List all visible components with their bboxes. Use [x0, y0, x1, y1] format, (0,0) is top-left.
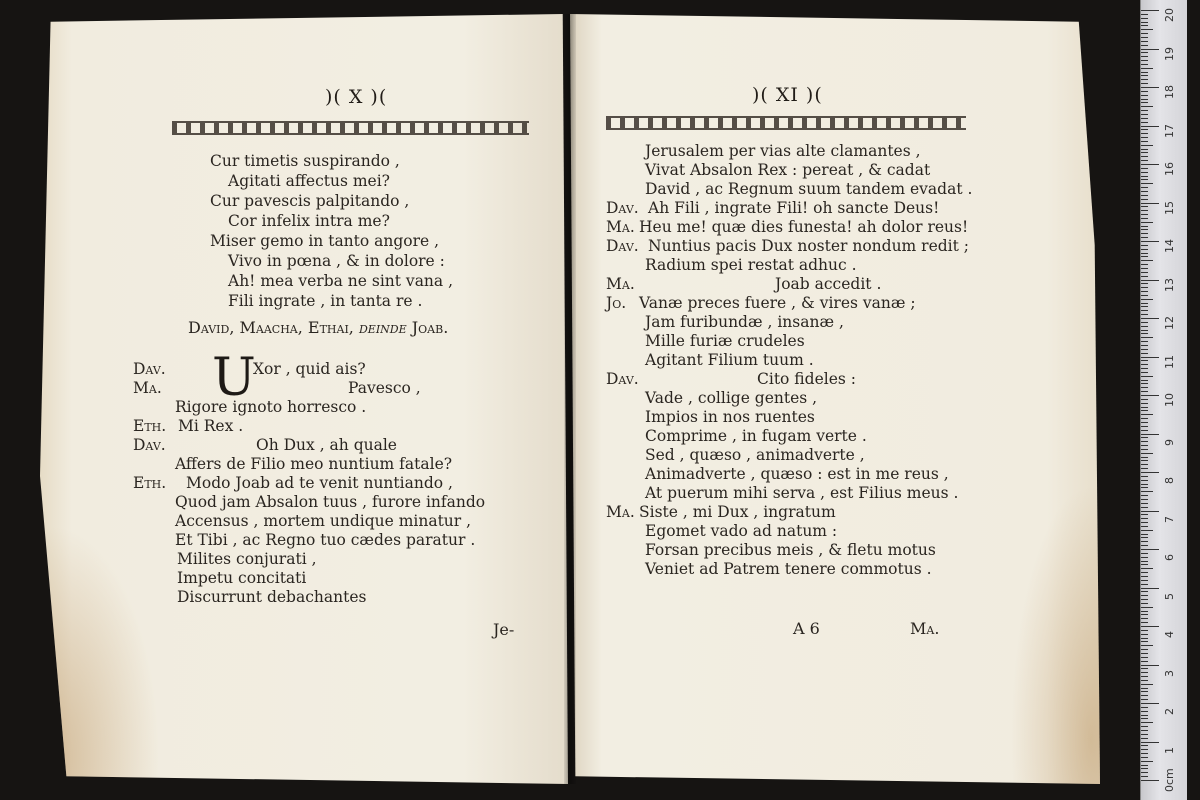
ruler-tick: [1141, 91, 1148, 92]
ruler-tick: [1141, 457, 1148, 458]
ruler-tick: [1141, 537, 1148, 538]
ruler-tick: [1141, 734, 1148, 735]
ruler-tick: [1141, 634, 1148, 635]
ruler-tick: [1141, 191, 1148, 192]
ruler-tick: [1141, 484, 1148, 485]
ruler-tick: [1141, 745, 1148, 746]
ruler-tick: [1141, 514, 1148, 515]
ruler-tick: [1141, 326, 1148, 327]
ruler-tick: [1141, 765, 1148, 766]
verse-line: Miser gemo in tanto angore ,: [210, 232, 440, 250]
dialogue-line: Modo Joab ad te venit nuntiando ,: [186, 474, 453, 492]
dialogue-line: Comprime , in fugam verte .: [645, 427, 867, 445]
ruler-tick: [1141, 772, 1148, 773]
ruler-tick: [1141, 229, 1148, 230]
ruler-label: 12: [1163, 316, 1176, 330]
ruler-tick: [1141, 222, 1153, 223]
ruler-tick: [1141, 10, 1159, 11]
ruler-tick: [1141, 353, 1148, 354]
ruler-tick: [1141, 183, 1153, 184]
ruler-tick: [1141, 676, 1148, 677]
ruler-tick: [1141, 395, 1159, 396]
ruler-tick: [1141, 95, 1148, 96]
ruler-tick: [1141, 114, 1148, 115]
ruler-tick: [1141, 518, 1148, 519]
dialogue-line: Nuntius pacis Dux noster nondum redit ;: [648, 237, 970, 255]
dialogue-line: Forsan precibus meis , & fletu motus: [645, 541, 936, 559]
ruler-label: 9: [1163, 438, 1176, 446]
ruler-tick: [1141, 260, 1153, 261]
ruler-tick: [1141, 591, 1148, 592]
ruler-tick: [1141, 199, 1148, 200]
ruler-tick: [1141, 688, 1148, 689]
dialogue-line: Agitant Filium tuum .: [645, 351, 814, 369]
dialogue-line: Affers de Filio meo nuntium fatale?: [175, 455, 453, 473]
ruler-label: 15: [1163, 200, 1176, 215]
ruler-tick: [1141, 614, 1148, 615]
ruler-tick: [1141, 83, 1148, 84]
ruler-tick: [1141, 349, 1148, 350]
ruler-tick: [1141, 99, 1148, 100]
ruler-tick: [1141, 530, 1153, 531]
ruler-tick: [1141, 499, 1148, 500]
ruler-tick: [1141, 472, 1159, 473]
dialogue-line: Radium spei restat adhuc .: [645, 256, 857, 274]
age-stain: [40, 524, 160, 784]
ruler-tick: [1141, 129, 1148, 130]
ruler-tick: [1141, 18, 1148, 19]
ruler-tick: [1141, 645, 1153, 646]
ruler-tick: [1141, 507, 1148, 508]
ruler-tick: [1141, 468, 1148, 469]
ruler-tick: [1141, 149, 1148, 150]
ruler-tick: [1141, 449, 1148, 450]
ruler-tick: [1141, 310, 1148, 311]
ruler-tick: [1141, 718, 1148, 719]
ruler-tick: [1141, 360, 1148, 361]
verse-line: Cur pavescis palpitando ,: [210, 192, 410, 210]
ruler-tick: [1141, 372, 1148, 373]
dialogue-line: Et Tibi , ac Regno tuo cædes paratur .: [175, 531, 476, 549]
dialogue-line: Jerusalem per vias alte clamantes ,: [645, 142, 921, 160]
scene-heading-end: Joab.: [411, 318, 449, 337]
ruler-tick: [1141, 272, 1148, 273]
ruler-label: 20: [1163, 8, 1176, 22]
ruler-label: 18: [1163, 85, 1176, 99]
ruler-tick: [1141, 665, 1159, 666]
ruler-tick: [1141, 668, 1148, 669]
ruler-tick: [1141, 707, 1148, 708]
ruler-tick: [1141, 603, 1148, 604]
ruler-tick: [1141, 337, 1153, 338]
ruler-tick: [1141, 580, 1148, 581]
ruler-tick: [1141, 410, 1148, 411]
ruler-tick: [1141, 753, 1148, 754]
ruler-tick: [1141, 295, 1148, 296]
ruler-tick: [1141, 160, 1148, 161]
ruler-tick: [1141, 110, 1148, 111]
ruler-tick: [1141, 626, 1159, 627]
ruler-tick: [1141, 695, 1148, 696]
scene-heading: [188, 318, 448, 337]
ruler-tick: [1141, 102, 1148, 103]
dialogue-line: Vade , collige gentes ,: [645, 389, 818, 407]
ruler-tick: [1141, 187, 1148, 188]
ruler-tick: [1141, 661, 1148, 662]
speaker-name: Dav.: [133, 436, 166, 454]
ruler-tick: [1141, 333, 1148, 334]
ruler-tick: [1141, 29, 1153, 30]
dialogue-line: Cito fideles :: [757, 370, 856, 388]
dialogue-line: Discurrunt debachantes: [177, 588, 367, 606]
ruler-label: 16: [1163, 162, 1176, 176]
verse-line: Cor infelix intra me?: [228, 212, 390, 230]
ruler-tick: [1141, 314, 1148, 315]
ruler-label: 3: [1163, 669, 1176, 677]
ruler-tick: [1141, 691, 1148, 692]
dialogue-line: Impetu concitati: [177, 569, 307, 587]
dialogue-line: Animadverte , quæso : est in me reus ,: [645, 465, 949, 483]
ruler-tick: [1141, 22, 1148, 23]
ruler-tick: [1141, 56, 1148, 57]
ruler-tick: [1141, 584, 1148, 585]
dialogue-line: At puerum mihi serva , est Filius meus .: [645, 484, 959, 502]
ruler-tick: [1141, 172, 1148, 173]
verse-line: Vivo in pœna , & in dolore :: [228, 252, 445, 270]
ruler-tick: [1141, 618, 1148, 619]
speaker-name: Eth.: [133, 417, 167, 435]
ruler-label: 7: [1163, 515, 1176, 523]
ruler-label: 17: [1163, 123, 1176, 138]
dialogue-line: Vivat Absalon Rex : pereat , & cadat: [645, 161, 931, 179]
dialogue-line: Siste , mi Dux , ingratum: [639, 503, 836, 521]
ruler-tick: [1141, 599, 1148, 600]
book-gutter: [564, 14, 576, 784]
dialogue-line: Joab accedit .: [775, 275, 882, 293]
ruler-tick: [1141, 126, 1159, 127]
speaker-name: Dav.: [606, 199, 639, 217]
ruler-tick: [1141, 522, 1148, 523]
ruler-label: 8: [1163, 477, 1176, 484]
dialogue-line: Accensus , mortem undique minatur ,: [175, 512, 472, 530]
ruler-tick: [1141, 237, 1148, 238]
age-stain: [1010, 484, 1100, 784]
ruler-tick: [1141, 738, 1148, 739]
ruler-tick: [1141, 541, 1148, 542]
ruler-tick: [1141, 595, 1148, 596]
catchword-right: Ma.: [910, 619, 940, 638]
dialogue-line: Veniet ad Patrem tenere commotus .: [645, 560, 932, 578]
scene-heading-names: David, Maacha, Ethai,: [188, 318, 354, 337]
ruler-tick: [1141, 318, 1159, 319]
ruler-tick: [1141, 391, 1148, 392]
speaker-name: Ma.: [133, 379, 162, 397]
ruler-label: 14: [1163, 239, 1176, 253]
ruler-tick: [1141, 761, 1153, 762]
ruler-tick: [1141, 322, 1148, 323]
ruler-tick: [1141, 657, 1148, 658]
ruler-tick: [1141, 152, 1148, 153]
ruler-tick: [1141, 75, 1148, 76]
ruler-tick: [1141, 622, 1148, 623]
ruler-tick: [1141, 757, 1148, 758]
ruler-tick: [1141, 241, 1159, 242]
ruler-tick: [1141, 287, 1148, 288]
ruler-tick: [1141, 780, 1159, 781]
ruler-tick: [1141, 403, 1148, 404]
dialogue-line: David , ac Regnum suum tandem evadat .: [645, 180, 973, 198]
ruler-tick: [1141, 638, 1148, 639]
ruler-tick: [1141, 557, 1148, 558]
ornamental-rule: [606, 116, 966, 130]
ruler-tick: [1141, 164, 1159, 165]
ruler-tick: [1141, 268, 1148, 269]
ruler-tick: [1141, 383, 1148, 384]
ruler-tick: [1141, 715, 1148, 716]
ruler-tick: [1141, 414, 1153, 415]
speaker-name: Dav.: [606, 370, 639, 388]
speaker-name: Dav.: [133, 360, 166, 378]
ruler-tick: [1141, 33, 1148, 34]
ruler-tick: [1141, 730, 1148, 731]
dialogue-line: Jam furibundæ , insanæ ,: [645, 313, 844, 331]
ruler-tick: [1141, 684, 1153, 685]
ruler-tick: [1141, 776, 1148, 777]
ruler-tick: [1141, 106, 1153, 107]
ruler-tick: [1141, 653, 1148, 654]
ruler-tick: [1141, 37, 1148, 38]
ruler-tick: [1141, 549, 1159, 550]
ruler-tick: [1141, 380, 1148, 381]
ruler-label: 2: [1163, 708, 1176, 715]
dialogue-line: Sed , quæso , animadverte ,: [645, 446, 865, 464]
ruler-label: 0cm: [1163, 768, 1176, 792]
signature-mark: A 6: [793, 619, 820, 638]
dialogue-line: Mille furiæ crudeles: [645, 332, 805, 350]
ruler-tick: [1141, 680, 1148, 681]
ruler-tick: [1141, 49, 1159, 50]
ruler-tick: [1141, 214, 1148, 215]
dialogue-line: Ah Fili , ingrate Fili! oh sancte Deus!: [648, 199, 940, 217]
ruler-tick: [1141, 210, 1148, 211]
ruler-tick: [1141, 526, 1148, 527]
ruler-tick: [1141, 52, 1148, 53]
ruler-tick: [1141, 572, 1148, 573]
ruler-tick: [1141, 364, 1148, 365]
ruler-tick: [1141, 430, 1148, 431]
ruler-tick: [1141, 641, 1148, 642]
ruler-label: 1: [1163, 746, 1176, 754]
ruler-tick: [1141, 630, 1148, 631]
ruler-tick: [1141, 503, 1148, 504]
ruler-tick: [1141, 426, 1148, 427]
dialogue-line: Vanæ preces fuere , & vires vanæ ;: [639, 294, 916, 312]
ruler-tick: [1141, 564, 1148, 565]
ruler-tick: [1141, 156, 1148, 157]
drop-cap: U: [212, 348, 256, 408]
ruler-tick: [1141, 60, 1148, 61]
ruler-tick: [1141, 511, 1159, 512]
ruler-label: 19: [1163, 46, 1176, 61]
ruler-tick: [1141, 561, 1148, 562]
ruler-tick: [1141, 480, 1148, 481]
ruler-tick: [1141, 445, 1148, 446]
ruler-tick: [1141, 122, 1148, 123]
scene-heading-italic: deinde: [358, 318, 407, 337]
measuring-ruler: [1140, 0, 1187, 800]
ruler-tick: [1141, 133, 1148, 134]
dialogue-line: Impios in nos ruentes: [645, 408, 815, 426]
ruler-tick: [1141, 14, 1148, 15]
ruler-tick: [1141, 649, 1148, 650]
ruler-label: 4: [1163, 631, 1176, 638]
ruler-tick: [1141, 226, 1148, 227]
ruler-tick: [1141, 276, 1148, 277]
ruler-tick: [1141, 64, 1148, 65]
dialogue-line: Oh Dux , ah quale: [256, 436, 397, 454]
ruler-tick: [1141, 672, 1148, 673]
ruler-tick: [1141, 768, 1148, 769]
ruler-tick: [1141, 722, 1153, 723]
ruler-tick: [1141, 545, 1148, 546]
ruler-tick: [1141, 330, 1148, 331]
ruler-tick: [1141, 176, 1148, 177]
ruler-tick: [1141, 711, 1148, 712]
ruler-tick: [1141, 749, 1148, 750]
ruler-tick: [1141, 233, 1148, 234]
ruler-tick: [1141, 299, 1153, 300]
ruler-tick: [1141, 418, 1148, 419]
ruler-tick: [1141, 249, 1148, 250]
ruler-tick: [1141, 437, 1148, 438]
dialogue-line: Heu me! quæ dies funesta! ah dolor reus!: [639, 218, 969, 236]
ruler-tick: [1141, 195, 1148, 196]
ruler-tick: [1141, 576, 1148, 577]
ruler-tick: [1141, 607, 1153, 608]
ruler-tick: [1141, 495, 1148, 496]
ruler-tick: [1141, 283, 1148, 284]
ruler-tick: [1141, 68, 1153, 69]
ruler-label: 10: [1163, 393, 1176, 407]
ruler-tick: [1141, 303, 1148, 304]
ruler-tick: [1141, 487, 1148, 488]
page-number-right: )( XI )(: [752, 84, 823, 106]
ruler-tick: [1141, 422, 1148, 423]
ruler-tick: [1141, 726, 1148, 727]
verse-line: Agitati affectus mei?: [228, 172, 390, 190]
ruler-tick: [1141, 476, 1148, 477]
verse-line: Cur timetis suspirando ,: [210, 152, 400, 170]
ruler-tick: [1141, 45, 1148, 46]
speaker-name: Eth.: [133, 474, 167, 492]
speaker-name: Ma.: [606, 275, 635, 293]
verse-line: Ah! mea verba ne sint vana ,: [228, 272, 454, 290]
speaker-name: Dav.: [606, 237, 639, 255]
ruler-label: 5: [1163, 592, 1176, 600]
ruler-tick: [1141, 41, 1148, 42]
ruler-tick: [1141, 376, 1153, 377]
ruler-label: 13: [1163, 277, 1176, 292]
speaker-name: Jo.: [606, 294, 627, 312]
ruler-tick: [1141, 137, 1148, 138]
speaker-name: Ma.: [606, 503, 635, 521]
ruler-tick: [1141, 491, 1153, 492]
ruler-tick: [1141, 341, 1148, 342]
dialogue-line: Quod jam Absalon tuus , furore infando: [175, 493, 486, 511]
ruler-tick: [1141, 368, 1148, 369]
ruler-tick: [1141, 291, 1148, 292]
ruler-tick: [1141, 118, 1148, 119]
ruler-tick: [1141, 453, 1153, 454]
ruler-tick: [1141, 87, 1159, 88]
ruler-tick: [1141, 345, 1148, 346]
ruler-tick: [1141, 280, 1159, 281]
ruler-label: 11: [1163, 354, 1176, 369]
ruler-tick: [1141, 206, 1148, 207]
verse-line: Fili ingrate , in tanta re .: [228, 292, 423, 310]
ruler-tick: [1141, 245, 1148, 246]
ruler-tick: [1141, 387, 1148, 388]
ruler-tick: [1141, 79, 1148, 80]
ruler-tick: [1141, 703, 1159, 704]
ruler-tick: [1141, 179, 1148, 180]
ruler-tick: [1141, 399, 1148, 400]
ruler-tick: [1141, 434, 1159, 435]
ruler-tick: [1141, 72, 1148, 73]
ruler-tick: [1141, 357, 1159, 358]
dialogue-line: Rigore ignoto horresco .: [175, 398, 367, 416]
ruler-tick: [1141, 203, 1159, 204]
dialogue-line: Mi Rex .: [178, 417, 244, 435]
ruler-tick: [1141, 742, 1159, 743]
ruler-label: 6: [1163, 554, 1176, 561]
catchword-left: Je-: [493, 620, 515, 639]
ruler-tick: [1141, 256, 1148, 257]
ruler-tick: [1141, 25, 1148, 26]
dialogue-line: Xor , quid ais?: [253, 360, 366, 378]
speaker-name: Ma.: [606, 218, 635, 236]
ruler-tick: [1141, 460, 1148, 461]
dialogue-line: Egomet vado ad natum :: [645, 522, 838, 540]
dialogue-line: Pavesco ,: [348, 379, 421, 397]
ruler-tick: [1141, 145, 1153, 146]
ruler-tick: [1141, 534, 1148, 535]
ruler-tick: [1141, 168, 1148, 169]
ornamental-rule: [172, 121, 529, 135]
ruler-tick: [1141, 264, 1148, 265]
ruler-tick: [1141, 568, 1153, 569]
ruler-tick: [1141, 441, 1148, 442]
ruler-tick: [1141, 253, 1148, 254]
ruler-tick: [1141, 611, 1148, 612]
ruler-tick: [1141, 588, 1159, 589]
ruler-tick: [1141, 553, 1148, 554]
ruler-tick: [1141, 699, 1148, 700]
ruler-tick: [1141, 306, 1148, 307]
ruler-tick: [1141, 141, 1148, 142]
ruler-tick: [1141, 407, 1148, 408]
dialogue-line: Milites conjurati ,: [177, 550, 317, 568]
ruler-tick: [1141, 218, 1148, 219]
page-number-left: )( X )(: [325, 86, 388, 108]
ruler-tick: [1141, 464, 1148, 465]
